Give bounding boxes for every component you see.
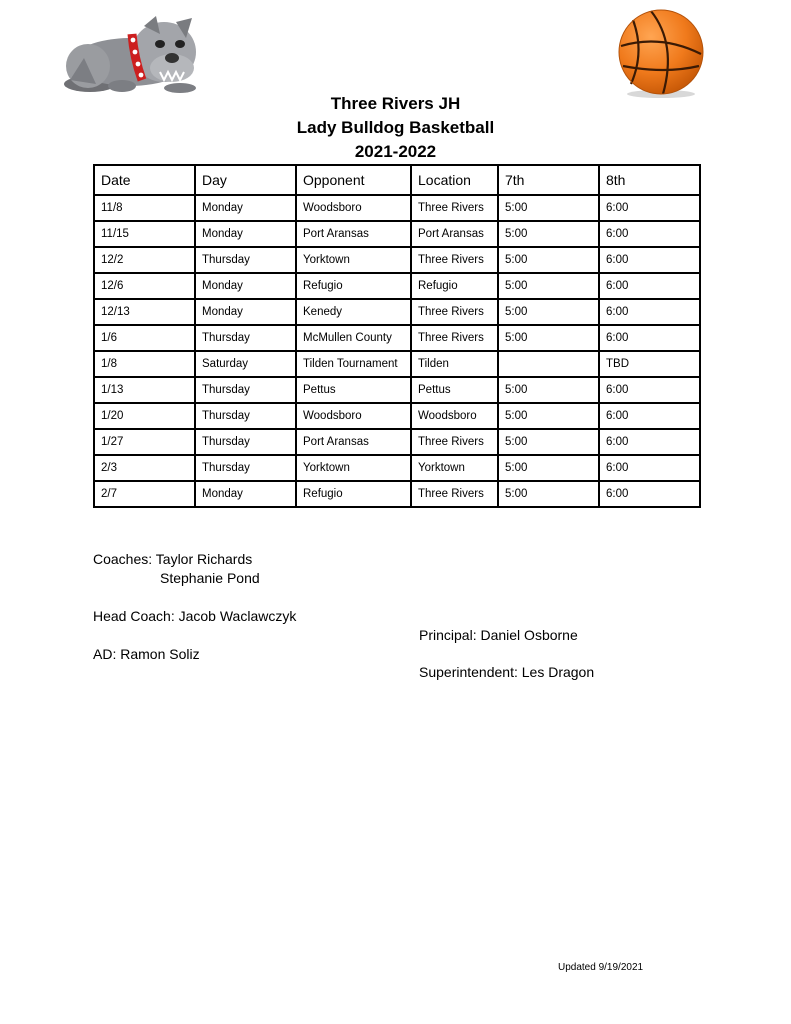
table-row	[94, 429, 700, 455]
coach-second-line: Stephanie Pond	[160, 570, 260, 586]
cell-8th: 6:00	[599, 377, 700, 403]
cell-day: Monday	[195, 195, 296, 221]
cell-opponent: Yorktown	[296, 247, 411, 273]
column-header-day: Day	[195, 165, 296, 195]
cell-date: 11/8	[94, 195, 195, 221]
cell-location: Three Rivers	[411, 325, 498, 351]
cell-date: 12/2	[94, 247, 195, 273]
cell-location: Port Aransas	[411, 221, 498, 247]
cell-8th: 6:00	[599, 221, 700, 247]
cell-8th: TBD	[599, 351, 700, 377]
cell-date: 12/13	[94, 299, 195, 325]
table-row	[94, 351, 700, 377]
cell-8th: 6:00	[599, 481, 700, 507]
cell-day: Thursday	[195, 429, 296, 455]
cell-day: Monday	[195, 481, 296, 507]
school-name: Three Rivers JH	[330, 94, 461, 113]
cell-7th: 5:00	[498, 221, 599, 247]
cell-opponent: Pettus	[296, 377, 411, 403]
cell-date: 1/8	[94, 351, 195, 377]
table-row	[94, 377, 700, 403]
basketball-icon	[615, 8, 707, 100]
cell-day: Thursday	[195, 403, 296, 429]
cell-opponent: Woodsboro	[296, 403, 411, 429]
cell-8th: 6:00	[599, 273, 700, 299]
cell-location: Tilden	[411, 351, 498, 377]
cell-8th: 6:00	[599, 429, 700, 455]
cell-date: 2/7	[94, 481, 195, 507]
column-header-date: Date	[94, 165, 195, 195]
head-coach-line: Head Coach: Jacob Waclawczyk	[93, 608, 297, 624]
cell-date: 11/15	[94, 221, 195, 247]
cell-date: 12/6	[94, 273, 195, 299]
cell-8th: 6:00	[599, 195, 700, 221]
cell-7th: 5:00	[498, 429, 599, 455]
cell-day: Thursday	[195, 377, 296, 403]
cell-opponent: Port Aransas	[296, 221, 411, 247]
cell-location: Yorktown	[411, 455, 498, 481]
cell-opponent: Tilden Tournament	[296, 351, 411, 377]
cell-7th: 5:00	[498, 481, 599, 507]
cell-location: Three Rivers	[411, 247, 498, 273]
cell-location: Three Rivers	[411, 481, 498, 507]
schedule-header	[0, 92, 791, 164]
column-header-location: Location	[411, 165, 498, 195]
cell-date: 1/13	[94, 377, 195, 403]
cell-7th: 5:00	[498, 403, 599, 429]
table-row	[94, 325, 700, 351]
schedule-body	[94, 195, 700, 507]
coaches-line: Coaches: Taylor Richards	[93, 551, 253, 567]
cell-day: Thursday	[195, 247, 296, 273]
cell-opponent: Yorktown	[296, 455, 411, 481]
team-name: Lady Bulldog Basketball	[296, 118, 495, 137]
cell-7th: 5:00	[498, 195, 599, 221]
cell-location: Pettus	[411, 377, 498, 403]
cell-location: Three Rivers	[411, 195, 498, 221]
column-header-opponent: Opponent	[296, 165, 411, 195]
cell-8th: 6:00	[599, 455, 700, 481]
table-row	[94, 455, 700, 481]
table-row	[94, 299, 700, 325]
table-row	[94, 403, 700, 429]
cell-day: Thursday	[195, 325, 296, 351]
cell-7th	[498, 351, 599, 377]
cell-opponent: Refugio	[296, 273, 411, 299]
updated-date: Updated 9/19/2021	[558, 962, 644, 973]
cell-day: Monday	[195, 299, 296, 325]
cell-date: 1/6	[94, 325, 195, 351]
season-label: 2021-2022	[354, 142, 437, 161]
cell-7th: 5:00	[498, 377, 599, 403]
table-header-row	[94, 165, 700, 195]
cell-7th: 5:00	[498, 455, 599, 481]
cell-opponent: Port Aransas	[296, 429, 411, 455]
cell-location: Woodsboro	[411, 403, 498, 429]
cell-opponent: Woodsboro	[296, 195, 411, 221]
cell-date: 1/27	[94, 429, 195, 455]
table-row	[94, 247, 700, 273]
cell-opponent: Kenedy	[296, 299, 411, 325]
cell-opponent: McMullen County	[296, 325, 411, 351]
table-row	[94, 221, 700, 247]
table-row	[94, 273, 700, 299]
cell-day: Thursday	[195, 455, 296, 481]
schedule-table	[93, 164, 701, 508]
column-header-7th: 7th	[498, 165, 599, 195]
cell-8th: 6:00	[599, 247, 700, 273]
cell-location: Refugio	[411, 273, 498, 299]
bulldog-mascot-icon	[60, 10, 202, 94]
cell-8th: 6:00	[599, 403, 700, 429]
cell-day: Saturday	[195, 351, 296, 377]
cell-day: Monday	[195, 221, 296, 247]
cell-7th: 5:00	[498, 325, 599, 351]
column-header-8th: 8th	[599, 165, 700, 195]
cell-location: Three Rivers	[411, 299, 498, 325]
cell-opponent: Refugio	[296, 481, 411, 507]
cell-7th: 5:00	[498, 247, 599, 273]
cell-date: 1/20	[94, 403, 195, 429]
table-row	[94, 195, 700, 221]
cell-date: 2/3	[94, 455, 195, 481]
ad-line: AD: Ramon Soliz	[93, 646, 200, 662]
cell-location: Three Rivers	[411, 429, 498, 455]
cell-8th: 6:00	[599, 299, 700, 325]
principal-line: Principal: Daniel Osborne	[419, 627, 578, 643]
cell-7th: 5:00	[498, 273, 599, 299]
cell-7th: 5:00	[498, 299, 599, 325]
table-row	[94, 481, 700, 507]
cell-8th: 6:00	[599, 325, 700, 351]
superintendent-line: Superintendent: Les Dragon	[419, 664, 595, 680]
cell-day: Monday	[195, 273, 296, 299]
